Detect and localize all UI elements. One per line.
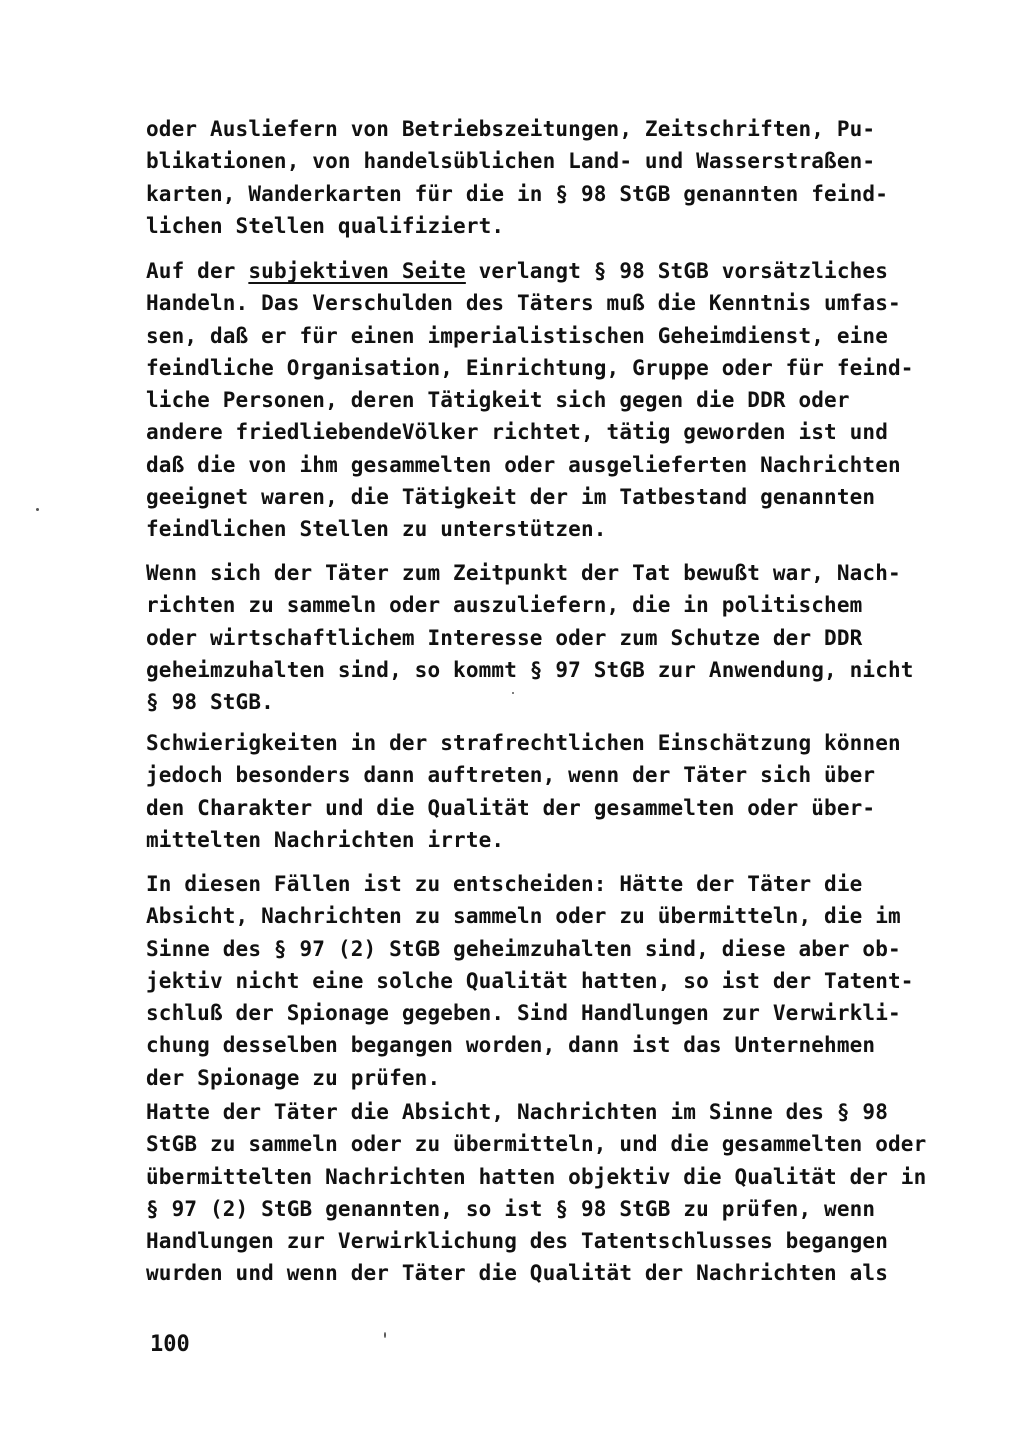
text-line: der Spionage zu prüfen. [146, 1065, 441, 1090]
text-line: Handlungen zur Verwirklichung des Tatentschlusses begangen [146, 1229, 888, 1254]
text-line: andere friedliebendeVölker richtet, tätig geworden ist und [146, 420, 888, 445]
page-number: 100 [150, 1332, 190, 1357]
text-line: blikationen, von handelsüblichen Land- und Wasserstraßen- [146, 149, 876, 174]
text-run: verlangt § 98 StGB vorsätzliches [465, 259, 889, 283]
text-line: karten, Wanderkarten für die in § 98 StGB genannten feind- [146, 181, 888, 206]
text-line: lichen Stellen qualifiziert. [146, 213, 505, 238]
text-line: geheimzuhalten sind, so kommt § 97 StGB zur Anwendung, nicht [146, 657, 914, 682]
text-run: Auf der [146, 259, 249, 283]
text-line: schluß der Spionage gegeben. Sind Handlungen zur Verwirkli- [146, 1001, 901, 1026]
text-line: Sinne des § 97 (2) StGB geheimzuhalten sind, diese aber ob- [146, 936, 901, 961]
text-line: mittelten Nachrichten irrte. [146, 827, 505, 852]
text-line: den Charakter und die Qualität der gesammelten oder über- [146, 795, 876, 820]
text-line: jektiv nicht eine solche Qualität hatten, so ist der Tatent- [146, 968, 914, 993]
text-line: wurden und wenn der Täter die Qualität der Nachrichten als [146, 1261, 888, 1286]
text-line: jedoch besonders dann auftreten, wenn der Täter sich über [146, 763, 876, 788]
scan-speck [36, 508, 39, 511]
text-line: Wenn sich der Täter zum Zeitpunkt der Tat bewußt war, Nach- [146, 561, 901, 585]
text-line: oder wirtschaftlichem Interesse oder zum Schutze der DDR [146, 625, 863, 650]
text-line: Absicht, Nachrichten zu sammeln oder zu übermitteln, die im [146, 904, 901, 929]
paragraph-1 [146, 113, 946, 242]
text-line: In diesen Fällen ist zu entscheiden: Hätte der Täter die [146, 872, 863, 896]
text-line: feindliche Organisation, Einrichtung, Gruppe oder für feind- [146, 355, 914, 380]
text-line: liche Personen, deren Tätigkeit sich gegen die DDR oder [146, 388, 850, 413]
text-line [146, 255, 946, 287]
text-line: Schwierigkeiten in der strafrechtlichen Einschätzung können [146, 731, 901, 755]
text-line: richten zu sammeln oder auszuliefern, die in politischem [146, 593, 863, 618]
scan-speck [384, 1332, 386, 1338]
paragraph-3 [146, 557, 946, 718]
underlined-term: subjektiven Seite [248, 259, 466, 283]
text-line: feindlichen Stellen zu unterstützen. [146, 517, 607, 542]
paragraph-2 [146, 255, 946, 546]
paragraph-5 [146, 868, 946, 1094]
text-line: StGB zu sammeln oder zu übermitteln, und die gesammelten oder [146, 1132, 927, 1157]
text-line: Handeln. Das Verschulden des Täters muß die Kenntnis umfas- [146, 291, 901, 316]
text-line: § 98 StGB. [146, 690, 274, 715]
text-line: § 97 (2) StGB genannten, so ist § 98 StGB zu prüfen, wenn [146, 1196, 876, 1221]
text-line: Hatte der Täter die Absicht, Nachrichten im Sinne des § 98 [146, 1100, 888, 1124]
text-line: oder Ausliefern von Betriebszeitungen, Zeitschriften, Pu- [146, 117, 876, 141]
text-line: geeignet waren, die Tätigkeit der im Tatbestand genannten [146, 485, 876, 510]
text-line: daß die von ihm gesammelten oder ausgelieferten Nachrichten [146, 452, 901, 477]
scan-speck [512, 692, 514, 694]
text-line: übermittelten Nachrichten hatten objektiv die Qualität der in [146, 1164, 927, 1189]
paragraph-6 [146, 1096, 946, 1290]
paragraph-4 [146, 727, 946, 856]
text-line: chung desselben begangen worden, dann ist das Unternehmen [146, 1033, 876, 1058]
text-line: sen, daß er für einen imperialistischen Geheimdienst, eine [146, 323, 888, 348]
